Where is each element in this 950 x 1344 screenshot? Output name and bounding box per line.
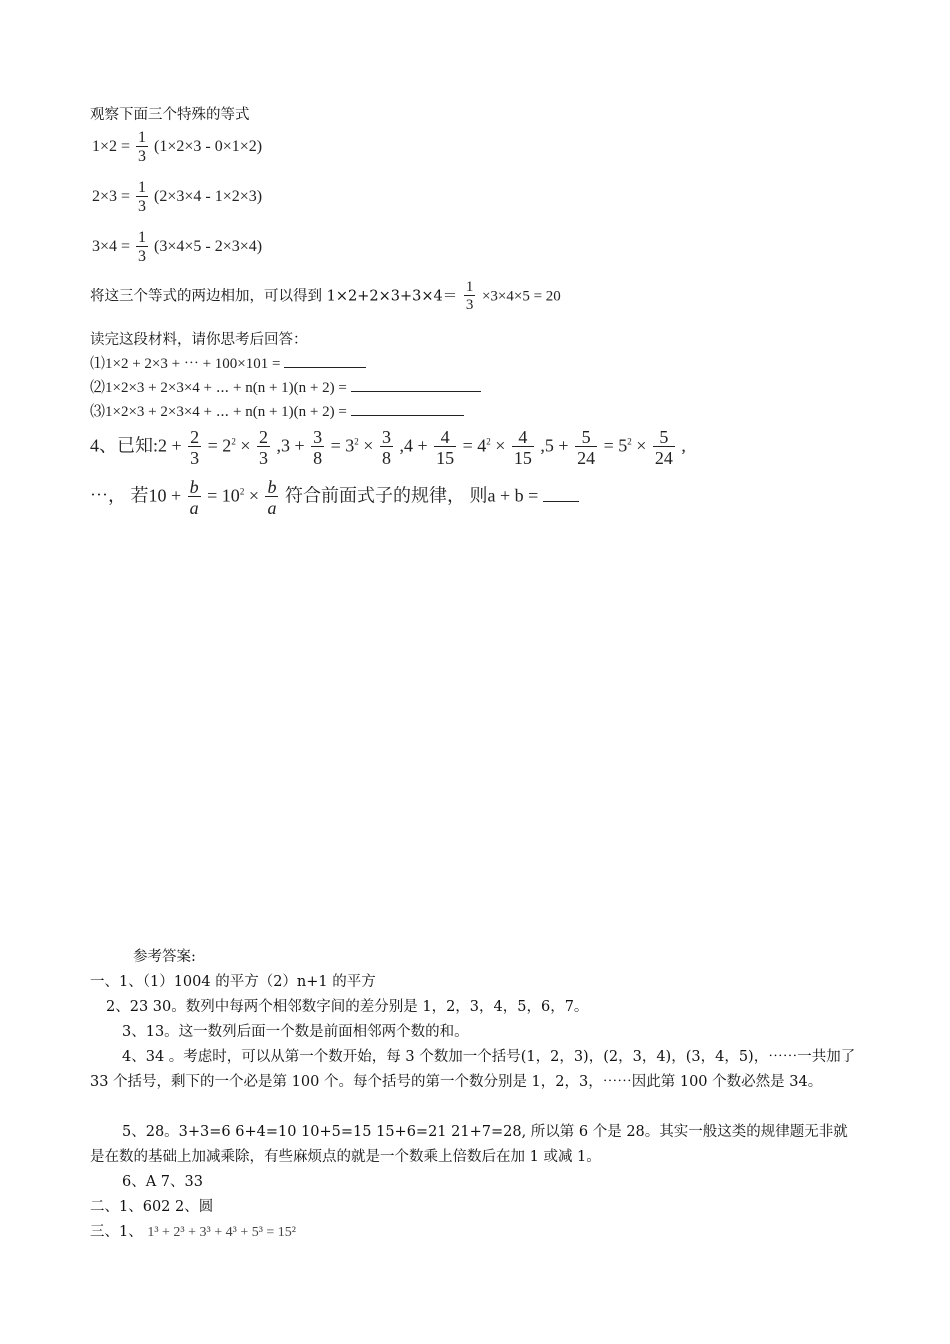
problem-4-times-1: × bbox=[240, 435, 251, 456]
problem-4-fraction-2-numerator: 2 bbox=[258, 427, 268, 447]
problem-4-fraction-6-denominator: 15 bbox=[513, 448, 532, 468]
problem-4-term-2: ,3 + bbox=[276, 435, 305, 456]
problem-4-fraction-a-denominator-1: a bbox=[189, 498, 199, 518]
sum-numerator: 1 bbox=[465, 279, 474, 295]
problem-4-line-2 bbox=[90, 478, 579, 517]
question-1 bbox=[90, 352, 366, 373]
question-3-text: ⑶1×2×3 + 2×3×4 + ⋯ + n(n + 1)(n + 2) = bbox=[90, 404, 347, 420]
problem-4-fraction-4 bbox=[380, 428, 393, 467]
problem-4-line-2-question: 符合前面式子的规律， 则a + b = bbox=[284, 485, 539, 506]
equation-1-rhs: (1×2×3 - 0×1×2) bbox=[154, 138, 263, 156]
answer-2: 二、1、602 2、圆 bbox=[90, 1199, 214, 1215]
sum-denominator: 3 bbox=[465, 297, 474, 313]
equation-1-fraction bbox=[136, 130, 148, 165]
equation-2 bbox=[92, 180, 262, 215]
problem-4-fraction-1-denominator: 3 bbox=[190, 448, 200, 468]
question-2-blank[interactable] bbox=[351, 377, 481, 392]
answer-1-1: 一、1、（1）1004 的平方（2）n+1 的平方 bbox=[90, 974, 376, 990]
problem-4-line-2-exponent: 2 bbox=[239, 486, 245, 497]
answer-3-expression: 1³ + 2³ + 3³ + 4³ + 5³ = 15² bbox=[147, 1225, 297, 1240]
problem-4-fraction-8 bbox=[653, 428, 675, 467]
question-3 bbox=[90, 400, 464, 421]
equation-3-lhs: 3×4 = bbox=[92, 238, 131, 256]
problem-4-fraction-4-numerator: 3 bbox=[381, 427, 391, 447]
equation-2-fraction bbox=[136, 180, 148, 215]
answers-title: 参考答案: bbox=[133, 949, 196, 965]
problem-4-term-6: ,5 + bbox=[540, 435, 569, 456]
equation-3-rhs: (3×4×5 - 2×3×4) bbox=[154, 238, 263, 256]
problem-4-term-1: = 2 bbox=[207, 435, 232, 456]
problem-4-fraction-3 bbox=[311, 428, 324, 467]
answer-3 bbox=[90, 1220, 296, 1245]
equation-2-rhs: (2×3×4 - 1×2×3) bbox=[154, 188, 263, 206]
equation-1-lhs: 1×2 = bbox=[92, 138, 131, 156]
problem-4-times-2: × bbox=[363, 435, 374, 456]
problem-4-fraction-1-numerator: 2 bbox=[190, 427, 200, 447]
problem-4-fraction-3-numerator: 3 bbox=[313, 427, 323, 447]
question-2-text: ⑵1×2×3 + 2×3×4 + ⋯ + n(n + 1)(n + 2) = bbox=[90, 380, 347, 396]
problem-4-term-4: ,4 + bbox=[399, 435, 428, 456]
problem-4-fraction-7-denominator: 24 bbox=[577, 448, 596, 468]
problem-4-fraction-a-denominator-2: a bbox=[267, 498, 277, 518]
problem-4-fraction-6 bbox=[512, 428, 534, 467]
sum-text: 将这三个等式的两边相加，可以得到 1×2+2×3+3×4＝ bbox=[90, 288, 458, 305]
problem-4-fraction-8-denominator: 24 bbox=[654, 448, 673, 468]
problem-4-term-8: , bbox=[681, 435, 686, 456]
question-3-blank[interactable] bbox=[351, 401, 464, 416]
equation-1-numerator: 1 bbox=[138, 129, 147, 146]
problem-4-fraction-7-numerator: 5 bbox=[575, 428, 597, 447]
problem-4-fraction-7 bbox=[575, 428, 597, 467]
problem-4-line-1 bbox=[90, 428, 686, 467]
problem-4-fraction-5-denominator: 15 bbox=[436, 448, 455, 468]
answer-1-3: 3、13。这一数列后面一个数是前面相邻两个数的和。 bbox=[122, 1024, 469, 1040]
sum-fraction bbox=[464, 280, 476, 313]
problem-4-times-4: × bbox=[636, 435, 647, 456]
equation-3-fraction bbox=[136, 230, 148, 265]
problem-4-fraction-b-numerator-1: b bbox=[189, 477, 199, 497]
problem-4-term-1-exponent: 2 bbox=[231, 436, 236, 447]
equation-2-numerator: 1 bbox=[138, 179, 147, 196]
problem-4-term-5-exponent: 2 bbox=[486, 436, 491, 447]
problem-4-fraction-5 bbox=[434, 428, 456, 467]
equation-3-denominator: 3 bbox=[138, 248, 147, 265]
equation-1 bbox=[92, 130, 262, 165]
problem-4-fraction-1 bbox=[188, 428, 201, 467]
equation-3 bbox=[92, 230, 262, 265]
problem-4-line-2-times: × bbox=[248, 485, 259, 506]
intro-text: 观察下面三个特殊的等式 bbox=[90, 107, 250, 123]
problem-4-lead: 4、已知:2 + bbox=[90, 435, 182, 456]
problem-4-answer-blank[interactable] bbox=[543, 487, 579, 502]
problem-4-times-3: × bbox=[495, 435, 506, 456]
equation-3-numerator: 1 bbox=[138, 229, 147, 246]
question-1-blank[interactable] bbox=[284, 353, 366, 368]
answer-3-lead: 三、1、 bbox=[90, 1224, 143, 1240]
problem-4-fraction-b-numerator-2: b bbox=[267, 477, 277, 497]
problem-4-fraction-2 bbox=[257, 428, 270, 467]
answer-1-2: 2、23 30。数列中每两个相邻数字间的差分别是 1，2，3，4，5，6，7。 bbox=[106, 999, 589, 1015]
answer-1-6: 6、A 7、33 bbox=[122, 1174, 203, 1190]
problem-4-term-5: = 4 bbox=[462, 435, 487, 456]
answer-1-5: 5、28。3+3=6 6+4=10 10+5=15 15+6=21 21+7=28, 所以第 6 个是 28。其实一般这类的规律题无非就是在数的基础上加减乘除，有些麻烦点的就是一个数乘上倍数后在加 1 或减 1。 bbox=[90, 1124, 848, 1165]
problem-4-term-3-exponent: 2 bbox=[354, 436, 359, 447]
equation-2-lhs: 2×3 = bbox=[92, 188, 131, 206]
question-1-text: ⑴1×2 + 2×3 + ⋯ + 100×101 = bbox=[90, 356, 281, 372]
prompt-text: 读完这段材料，请你思考后回答： bbox=[90, 332, 308, 348]
sum-line bbox=[90, 280, 561, 313]
problem-4-fraction-b-over-a-2 bbox=[265, 478, 278, 517]
problem-4-fraction-4-denominator: 8 bbox=[381, 448, 391, 468]
sum-rhs: ×3×4×5 = 20 bbox=[481, 288, 561, 305]
question-2 bbox=[90, 376, 481, 397]
answer-1-4: 4、34 。考虑时，可以从第一个数开始，每 3 个数加一个括号(1，2，3)，(2，3，4)，(3，4，5)，⋯⋯一共加了 33 个括号，剩下的一个必是第 100 个。每个括号的第一个数分别是 1，2，3，⋯⋯因此第 100 个数必然是 34。 bbox=[90, 1049, 856, 1090]
problem-4-fraction-b-over-a-1 bbox=[188, 478, 201, 517]
problem-4-term-3: = 3 bbox=[330, 435, 355, 456]
problem-4-term-7: = 5 bbox=[603, 435, 628, 456]
problem-4-line-2-equals: = 10 bbox=[207, 485, 240, 506]
problem-4-line-2-lead: ⋯， 若10 + bbox=[90, 485, 182, 506]
problem-4-fraction-3-denominator: 8 bbox=[313, 448, 323, 468]
problem-4-fraction-8-numerator: 5 bbox=[653, 428, 675, 447]
problem-4-fraction-6-numerator: 4 bbox=[512, 428, 534, 447]
problem-4-fraction-5-numerator: 4 bbox=[434, 428, 456, 447]
problem-4-term-7-exponent: 2 bbox=[627, 436, 632, 447]
equation-2-denominator: 3 bbox=[138, 198, 147, 215]
problem-4-fraction-2-denominator: 3 bbox=[258, 448, 268, 468]
equation-1-denominator: 3 bbox=[138, 148, 147, 165]
